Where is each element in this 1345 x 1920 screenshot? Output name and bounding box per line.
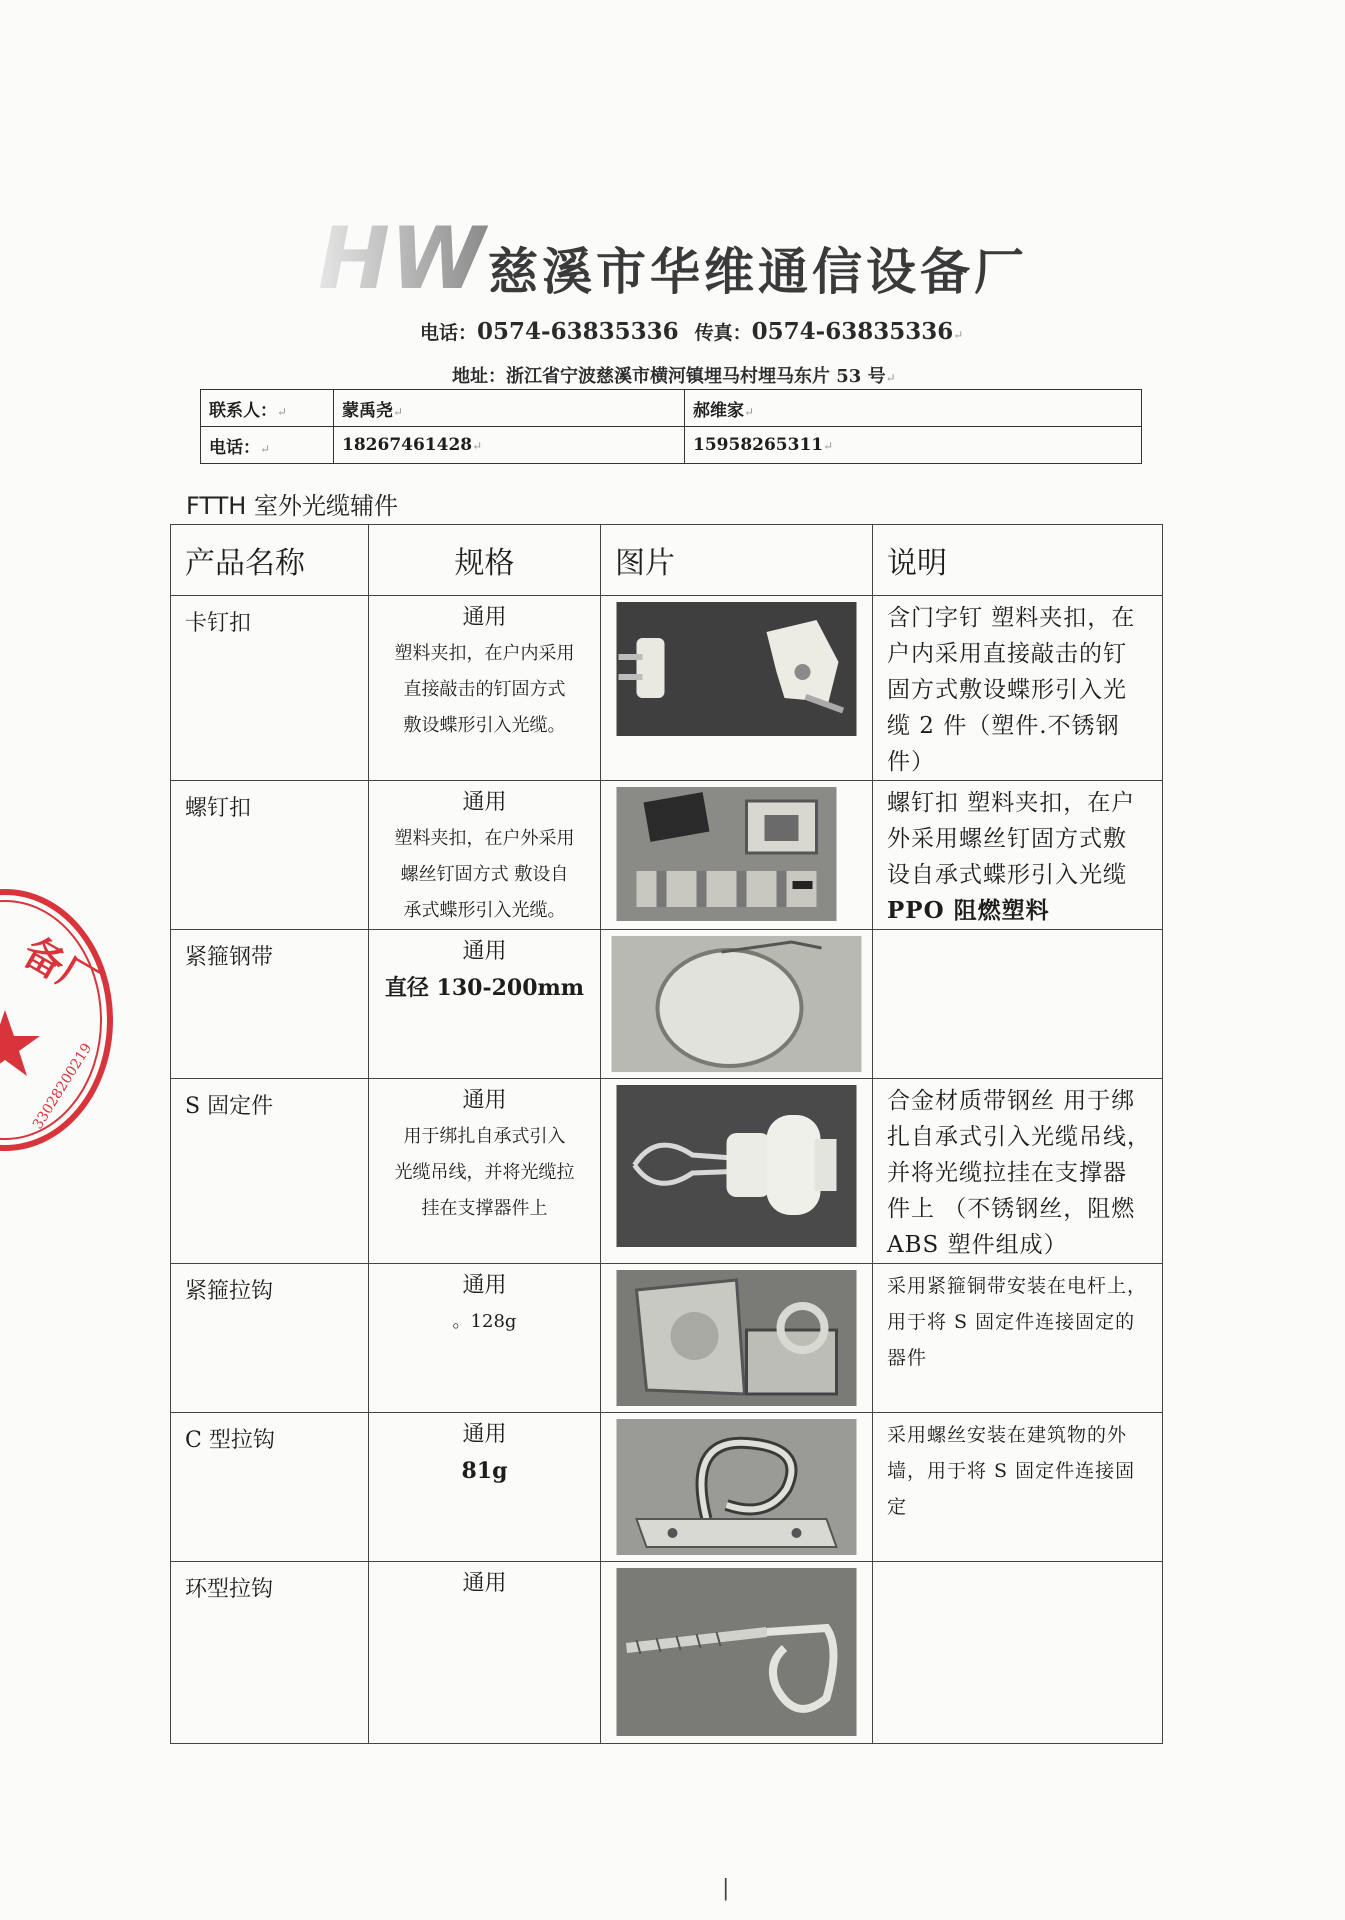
desc-line: 固方式敷设蝶形引入光	[887, 677, 1127, 703]
fax-number: 0574-63835336	[751, 318, 954, 345]
product-image-cell	[601, 930, 873, 1079]
table-row	[171, 1079, 1163, 1264]
spec-line: 用于绑扎自承式引入	[403, 1126, 566, 1147]
table-row	[171, 781, 1163, 930]
desc-line: 外采用螺丝钉固方式敷	[887, 826, 1127, 852]
product-spec	[369, 1413, 601, 1562]
phone-fax-line: 电话：0574-63835336 传真：0574-63835336↵	[420, 318, 964, 345]
product-description	[873, 1264, 1163, 1413]
address-line: 地址：浙江省宁波慈溪市横河镇埋马村埋马东片 53 号↵	[452, 366, 896, 387]
spec-main: 直径 130-200mm	[384, 975, 585, 1001]
stamp-text: 备厂	[15, 927, 108, 1009]
contact-row-names	[201, 390, 1142, 427]
product-name: 紧箍拉钩	[171, 1264, 369, 1413]
desc-line: 设自承式蝶形引入光缆	[887, 862, 1127, 888]
product-image-cell	[601, 1079, 873, 1264]
desc-line: 合金材质带钢丝 用于绑	[887, 1088, 1136, 1114]
table-row	[171, 596, 1163, 781]
page-mark: |	[722, 1876, 730, 1901]
s-fixture-photo	[611, 1085, 862, 1247]
band-hook-photo	[611, 1270, 862, 1406]
spec-title: 通用	[462, 1422, 507, 1447]
steel-band-photo	[611, 936, 862, 1072]
desc-line: 螺钉扣 塑料夹扣，在户	[887, 790, 1136, 816]
product-image-cell	[601, 1562, 873, 1744]
contact-row-phones	[201, 427, 1142, 464]
product-image-cell	[601, 781, 873, 930]
header-name: 产品名称	[171, 525, 369, 596]
person-1-name: 蒙禹尧	[342, 400, 393, 421]
spec-line: 敷设蝶形引入光缆。	[403, 715, 566, 736]
c-hook-photo	[611, 1419, 862, 1555]
spec-title: 通用	[462, 1571, 507, 1596]
desc-line: 用于将 S 固定件连接固定的	[887, 1311, 1136, 1333]
product-name: 紧箍钢带	[171, 930, 369, 1079]
phone-label: 电话：	[420, 322, 478, 344]
product-name: S 固定件	[171, 1079, 369, 1264]
product-description	[873, 1413, 1163, 1562]
product-name: C 型拉钩	[171, 1413, 369, 1562]
product-name: 螺钉扣	[171, 781, 369, 930]
spec-line: 塑料夹扣，在户外采用	[394, 828, 575, 849]
phone-label-cell: 电话：↵	[201, 427, 334, 464]
stamp-number: 33028200219	[29, 1040, 96, 1133]
company-name: 慈溪市华维通信设备厂	[488, 242, 1028, 301]
screw-clip-photo	[611, 787, 862, 921]
desc-line: PPO 阻燃塑料	[887, 897, 1050, 924]
section-title: FTTH 室外光缆辅件	[186, 492, 398, 520]
spec-title: 通用	[462, 1273, 507, 1298]
spec-line: 直接敲击的钉固方式	[403, 679, 566, 700]
desc-line: 并将光缆拉挂在支撑器	[887, 1160, 1127, 1186]
desc-line: 墙，用于将 S 固定件连接固定	[887, 1460, 1136, 1518]
product-spec	[369, 1264, 601, 1413]
table-row	[171, 930, 1163, 1079]
phone-number: 0574-63835336	[477, 318, 679, 345]
product-name: 卡钉扣	[171, 596, 369, 781]
product-table	[170, 524, 1163, 1744]
spec-main: 81g	[461, 1458, 508, 1484]
header-spec: 规格	[369, 525, 601, 596]
fax-label: 传真：	[694, 322, 752, 344]
spec-title: 通用	[462, 1088, 507, 1113]
phone-1: 18267461428	[342, 435, 473, 455]
contact-label-cell: 联系人：↵	[201, 390, 334, 427]
spec-line: 挂在支撑器件上	[421, 1198, 548, 1219]
company-logo	[312, 209, 485, 309]
product-name: 环型拉钩	[171, 1562, 369, 1744]
product-spec	[369, 596, 601, 781]
phone-label-contact: 电话：	[209, 437, 260, 458]
contact-person-2: 郝维家↵	[685, 390, 1142, 427]
product-description	[873, 596, 1163, 781]
header-description: 说明	[873, 525, 1163, 596]
spec-line: 承式蝶形引入光缆。	[403, 900, 566, 921]
desc-line: 扎自承式引入光缆吊线，	[887, 1124, 1151, 1150]
desc-line: 含门字钉 塑料夹扣，在	[887, 605, 1136, 631]
product-spec	[369, 930, 601, 1079]
desc-line: 户内采用直接敲击的钉	[887, 641, 1127, 667]
contact-person-1: 蒙禹尧↵	[334, 390, 685, 427]
product-description	[873, 930, 1163, 1079]
product-image-cell	[601, 1264, 873, 1413]
phone-2: 15958265311	[693, 435, 824, 455]
table-row	[171, 1264, 1163, 1413]
product-image-cell	[601, 596, 873, 781]
desc-line: 件上 （不锈钢丝，阻燃	[887, 1196, 1136, 1222]
spec-line: 塑料夹扣，在户内采用	[394, 643, 575, 664]
product-spec	[369, 781, 601, 930]
address: 地址：浙江省宁波慈溪市横河镇埋马村埋马东片 53 号	[452, 366, 886, 387]
desc-line: ABS 塑件组成）	[887, 1232, 1068, 1258]
product-description	[873, 781, 1163, 930]
product-spec	[369, 1079, 601, 1264]
spec-title: 通用	[462, 790, 507, 815]
desc-line: 缆 2 件（塑件.不锈钢件）	[887, 713, 1120, 775]
spec-line: 光缆吊线，并将光缆拉	[394, 1162, 575, 1183]
table-header-row	[171, 525, 1163, 596]
spec-line: 。128g	[452, 1311, 517, 1332]
product-description	[873, 1079, 1163, 1264]
contact-phone-2: 15958265311↵	[685, 427, 1142, 464]
logo-text: HW	[318, 209, 485, 309]
contact-label: 联系人：	[209, 400, 277, 421]
contact-phone-1: 18267461428↵	[334, 427, 685, 464]
ring-hook-photo	[611, 1568, 862, 1736]
header-image: 图片	[601, 525, 873, 596]
desc-line: 采用紧箍铜带安装在电杆上，	[887, 1275, 1148, 1297]
desc-line: 器件	[887, 1347, 928, 1369]
company-seal-stamp	[0, 880, 120, 1160]
spec-line: 螺丝钉固方式 敷设自	[400, 864, 569, 885]
table-row	[171, 1413, 1163, 1562]
product-spec	[369, 1562, 601, 1744]
nail-clip-photo	[611, 602, 862, 736]
product-description	[873, 1562, 1163, 1744]
product-image-cell	[601, 1413, 873, 1562]
contact-table	[200, 389, 1142, 464]
table-row	[171, 1562, 1163, 1744]
person-2-name: 郝维家	[693, 400, 744, 421]
desc-line: 采用螺丝安装在建筑物的外	[887, 1424, 1128, 1446]
spec-title: 通用	[462, 605, 507, 630]
spec-title: 通用	[462, 939, 507, 964]
